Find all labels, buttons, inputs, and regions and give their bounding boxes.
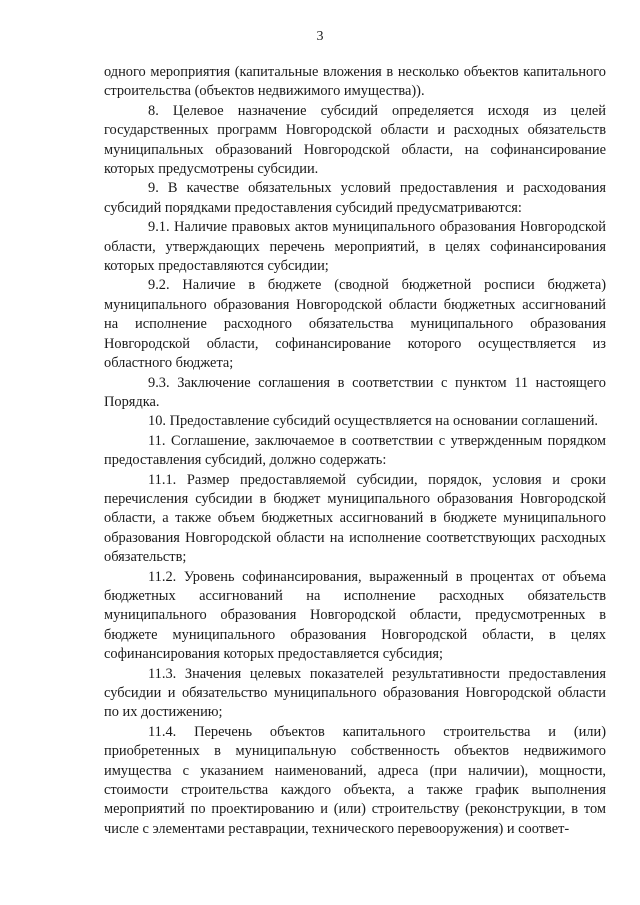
paragraph-9-1: 9.1. Наличие правовых актов муниципального образования Новгородской области, утверждающих перечень мероприятий, в целях софинансирования которых предоставляются субсидии; xyxy=(104,219,606,275)
paragraph-11: 11. Соглашение, заключаемое в соответствии с утвержденным порядком предоставления субсидий, должно содержать: xyxy=(104,432,606,469)
paragraph-11-3: 11.3. Значения целевых показателей результативности предоставления субсидии и обязательство муниципального образования Новгородской области по их достижению; xyxy=(104,665,606,721)
paragraph-11-4: 11.4. Перечень объектов капитального строительства и (или) приобретенных в муниципальную собственность объектов недвижимого имущества с указанием наименований, адреса (при наличии), мощности, стоимости строительства каждого объекта, а также график выполнения мероприятий по проектированию и (или) строительству (реконструкции, в том числе с элементами реставрации, технического перевооружения) и соответ- xyxy=(104,723,606,837)
paragraph-continuation: одного мероприятия (капитальные вложения в несколько объектов капитального строительства (объектов недвижимого имущества)). xyxy=(104,64,606,100)
paragraph-9-2: 9.2. Наличие в бюджете (сводной бюджетной росписи бюджета) муниципального образования Новгородской области бюджетных ассигнований на исполнение расходного обязательства муниципального образования Новгородской области, софинансирование которого осуществляется из областного бюджета; xyxy=(104,277,606,372)
paragraph-11-1: 11.1. Размер предоставляемой субсидии, порядок, условия и сроки перечисления субсидии в бюджет муниципального образования Новгородской области, а также объем бюджетных ассигнований в бюджете муниципального образования Новгородской области на исполнение соответствующих расходных обязательств; xyxy=(104,471,606,566)
page-number: 3 xyxy=(316,29,324,44)
paragraph-8: 8. Целевое назначение субсидий определяется исходя из целей государственных программ Новгородской области и расходных обязательств муниципальных образований Новгородской области, на софинансирование которых предусмотрены субсидии. xyxy=(104,102,606,178)
paragraph-10: 10. Предоставление субсидий осуществляется на основании соглашений. xyxy=(148,413,599,430)
document-body xyxy=(104,63,606,839)
paragraph-9-3: 9.3. Заключение соглашения в соответствии с пунктом 11 настоящего Порядка. xyxy=(104,374,606,410)
paragraph-9: 9. В качестве обязательных условий предоставления и расходования субсидий порядками предоставления субсидий предусматриваются: xyxy=(104,180,606,216)
paragraph-11-2: 11.2. Уровень софинансирования, выраженный в процентах от объема бюджетных ассигнований на исполнение расходных обязательств муниципального образования Новгородской области, предусмотренных в бюджете муниципального образования Новгородской области, в целях софинансирования которых предоставляется субсидия; xyxy=(104,568,606,663)
